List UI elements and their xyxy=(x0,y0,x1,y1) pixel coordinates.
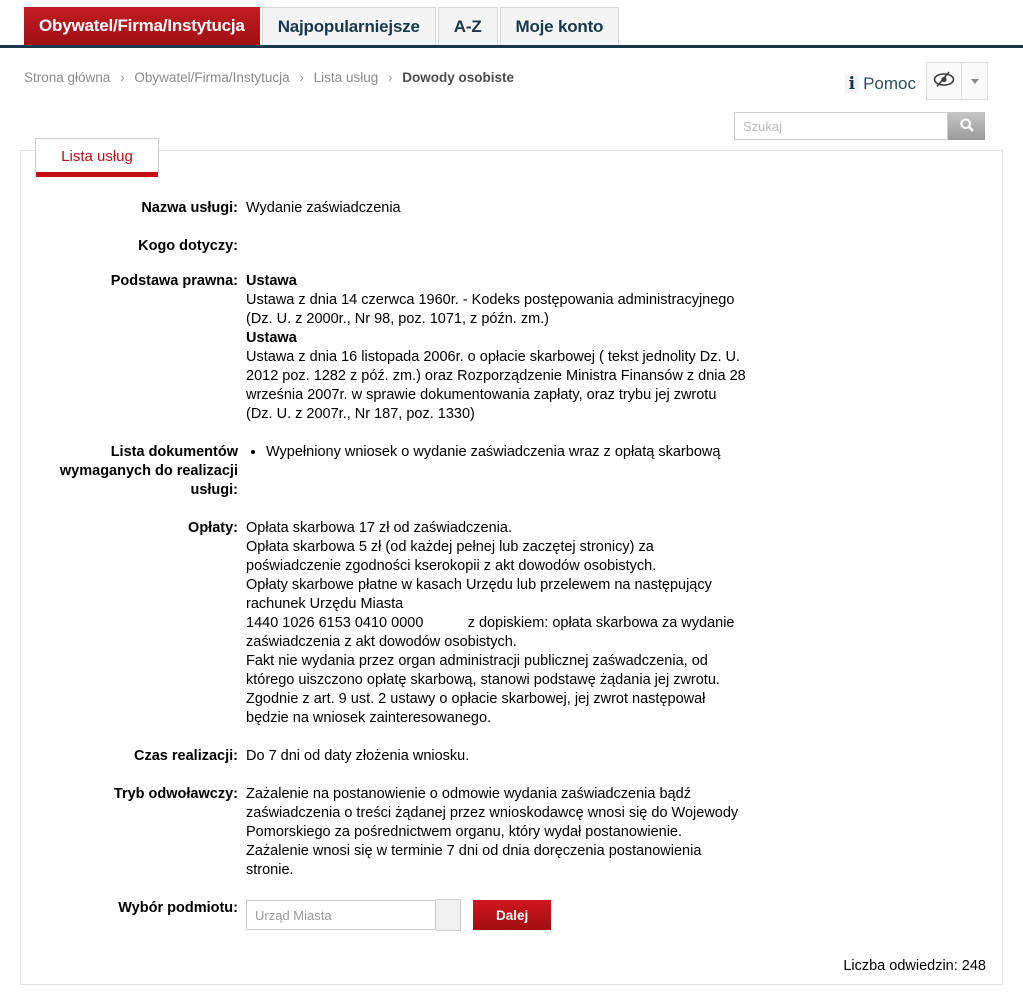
breadcrumb-separator: › xyxy=(299,70,304,85)
field-value: Do 7 dni od daty złożenia wniosku. xyxy=(246,748,470,764)
breadcrumb-separator: › xyxy=(120,70,125,85)
breadcrumb-separator: › xyxy=(387,70,393,85)
legal-act-title: Ustawa xyxy=(246,273,297,289)
breadcrumb-link-lista-uslug[interactable]: Lista usług xyxy=(313,70,379,85)
nav-tab-najpopularniejsze[interactable]: Najpopularniejsze xyxy=(262,7,436,45)
fee-line: Fakt nie wydania przez organ administracji publicznej zaśwadczenia, od którego uiszczono opłatę skarbową, stanowi podstawę żądania jej zwrotu. Zgodnie z art. 9 ust. 2 ustawy o opłacie skarbowej, jej zwrot następował będzie na wniosek zainteresowanego. xyxy=(246,653,720,726)
accessibility-contrast-button[interactable] xyxy=(927,63,961,99)
accessibility-dropdown-button[interactable] xyxy=(961,63,987,99)
field-value xyxy=(246,443,720,500)
service-detail-panel xyxy=(20,150,1003,985)
search-row xyxy=(0,112,985,140)
field-nazwa-uslugi xyxy=(21,199,1002,218)
fee-line: 1440 1026 6153 0410 0000 z dopiskiem: opłata skarbowa za wydanie zaświadczenia z akt dowodów osobistych. xyxy=(246,615,735,650)
required-documents-list xyxy=(246,443,720,462)
list-item: • Wypełniony wniosek o wydanie zaświadczenia wraz z opłatą skarbową xyxy=(266,443,720,462)
field-tryb-odwolawczy xyxy=(21,785,1002,880)
podmiot-select-cluster xyxy=(246,899,551,931)
legal-act-text: Ustawa z dnia 14 czerwca 1960r. - Kodeks postępowania administracyjnego (Dz. U. z 2000r., Nr 98, poz. 1071, z późn. zm.) xyxy=(246,292,735,327)
field-label: Wybór podmiotu: xyxy=(118,900,238,916)
nav-tab-obywatel-firma-instytucja[interactable]: Obywatel/Firma/Instytucja xyxy=(24,7,260,45)
field-label: Tryb odwoławczy: xyxy=(113,786,238,802)
visit-counter: Liczba odwiedzin: 248 xyxy=(843,958,986,974)
nav-tab-moje-konto[interactable]: Moje konto xyxy=(500,7,620,45)
field-kogo-dotyczy xyxy=(21,237,1002,256)
accessibility-button-group xyxy=(926,62,988,100)
search-button[interactable] xyxy=(948,112,985,140)
breadcrumb-link-obywatel[interactable]: Obywatel/Firma/Instytucja xyxy=(134,70,290,85)
tab-red-underline xyxy=(36,172,158,177)
podmiot-select[interactable] xyxy=(246,900,436,930)
meta-row xyxy=(24,62,988,100)
breadcrumb-current-dowody-osobiste: Dowody osobiste xyxy=(402,70,515,85)
fee-line: Opłata skarbowa 17 zł od zaświadczenia. xyxy=(246,520,512,536)
field-label: Nazwa usługi: xyxy=(141,200,238,216)
field-value: Zażalenie na postanowienie o odmowie wydania zaświadczenia bądź zaświadczenia o treści żądanej przez wnioskodawcę wnosi się do Wojewody Pomorskiego za pośrednictwem organu, który wydał postanowienie. Zażalenie wnosi się w terminie 7 dni od dnia doręczenia postanowienia stronie. xyxy=(246,786,739,878)
legal-act-text: Ustawa z dnia 16 listopada 2006r. o opłacie skarbowej ( tekst jednolity Dz. U. 2012 poz. 1282 z póź. zm.) oraz Rozporządzenie Ministra Finansów z dnia 28 września 2007r. w sprawie dokumentowania zapłaty, oraz trybu jej zwrotu (Dz. U. z 2007r., Nr 187, poz. 1330) xyxy=(246,349,746,422)
podmiot-select-toggle[interactable] xyxy=(436,899,461,931)
eye-icon xyxy=(932,71,956,91)
field-label: Opłaty: xyxy=(188,520,238,536)
help-link[interactable] xyxy=(845,68,916,94)
field-label: Lista dokumentów wymaganych do realizacji usługi: xyxy=(59,444,238,498)
search-input[interactable] xyxy=(734,112,948,140)
field-label: Kogo dotyczy: xyxy=(138,238,238,254)
field-value xyxy=(246,519,746,728)
legal-act-title: Ustawa xyxy=(246,330,297,346)
field-label: Podstawa prawna: xyxy=(110,273,238,289)
tab-lista-uslug[interactable] xyxy=(35,138,159,172)
caret-down-icon xyxy=(971,79,979,84)
service-fields xyxy=(21,199,1002,931)
help-cluster xyxy=(845,62,988,100)
field-podstawa-prawna xyxy=(21,272,1002,424)
field-lista-dokumentow xyxy=(21,443,1002,500)
top-navigation xyxy=(0,0,1023,48)
breadcrumb-link-strona-glowna[interactable]: Strona główna xyxy=(24,70,111,85)
breadcrumb xyxy=(24,62,514,85)
podmiot-select-value: Urząd Miasta xyxy=(255,907,332,923)
field-czas-realizacji xyxy=(21,747,1002,766)
info-icon: i xyxy=(845,74,859,94)
dalej-button[interactable]: Dalej xyxy=(473,900,551,930)
search-icon xyxy=(959,117,975,136)
help-label: Pomoc xyxy=(863,74,916,93)
field-oplaty xyxy=(21,519,1002,728)
field-label: Czas realizacji: xyxy=(134,748,238,764)
fee-line: Opłata skarbowa 5 zł (od każdej pełnej lub zaczętej stronicy) za poświadczenie zgodności kserokopii z akt dowodów osobistych. xyxy=(246,539,657,574)
tab-lista-uslug-label: Lista usług xyxy=(61,148,133,165)
field-value xyxy=(246,272,746,424)
nav-tab-a-z[interactable]: A-Z xyxy=(438,7,498,45)
field-value: Wydanie zaświadczenia xyxy=(246,200,401,216)
fee-line: Opłaty skarbowe płatne w kasach Urzędu lub przelewem na następujący rachunek Urzędu Miasta xyxy=(246,577,712,612)
field-wybor-podmiotu xyxy=(21,899,1002,931)
